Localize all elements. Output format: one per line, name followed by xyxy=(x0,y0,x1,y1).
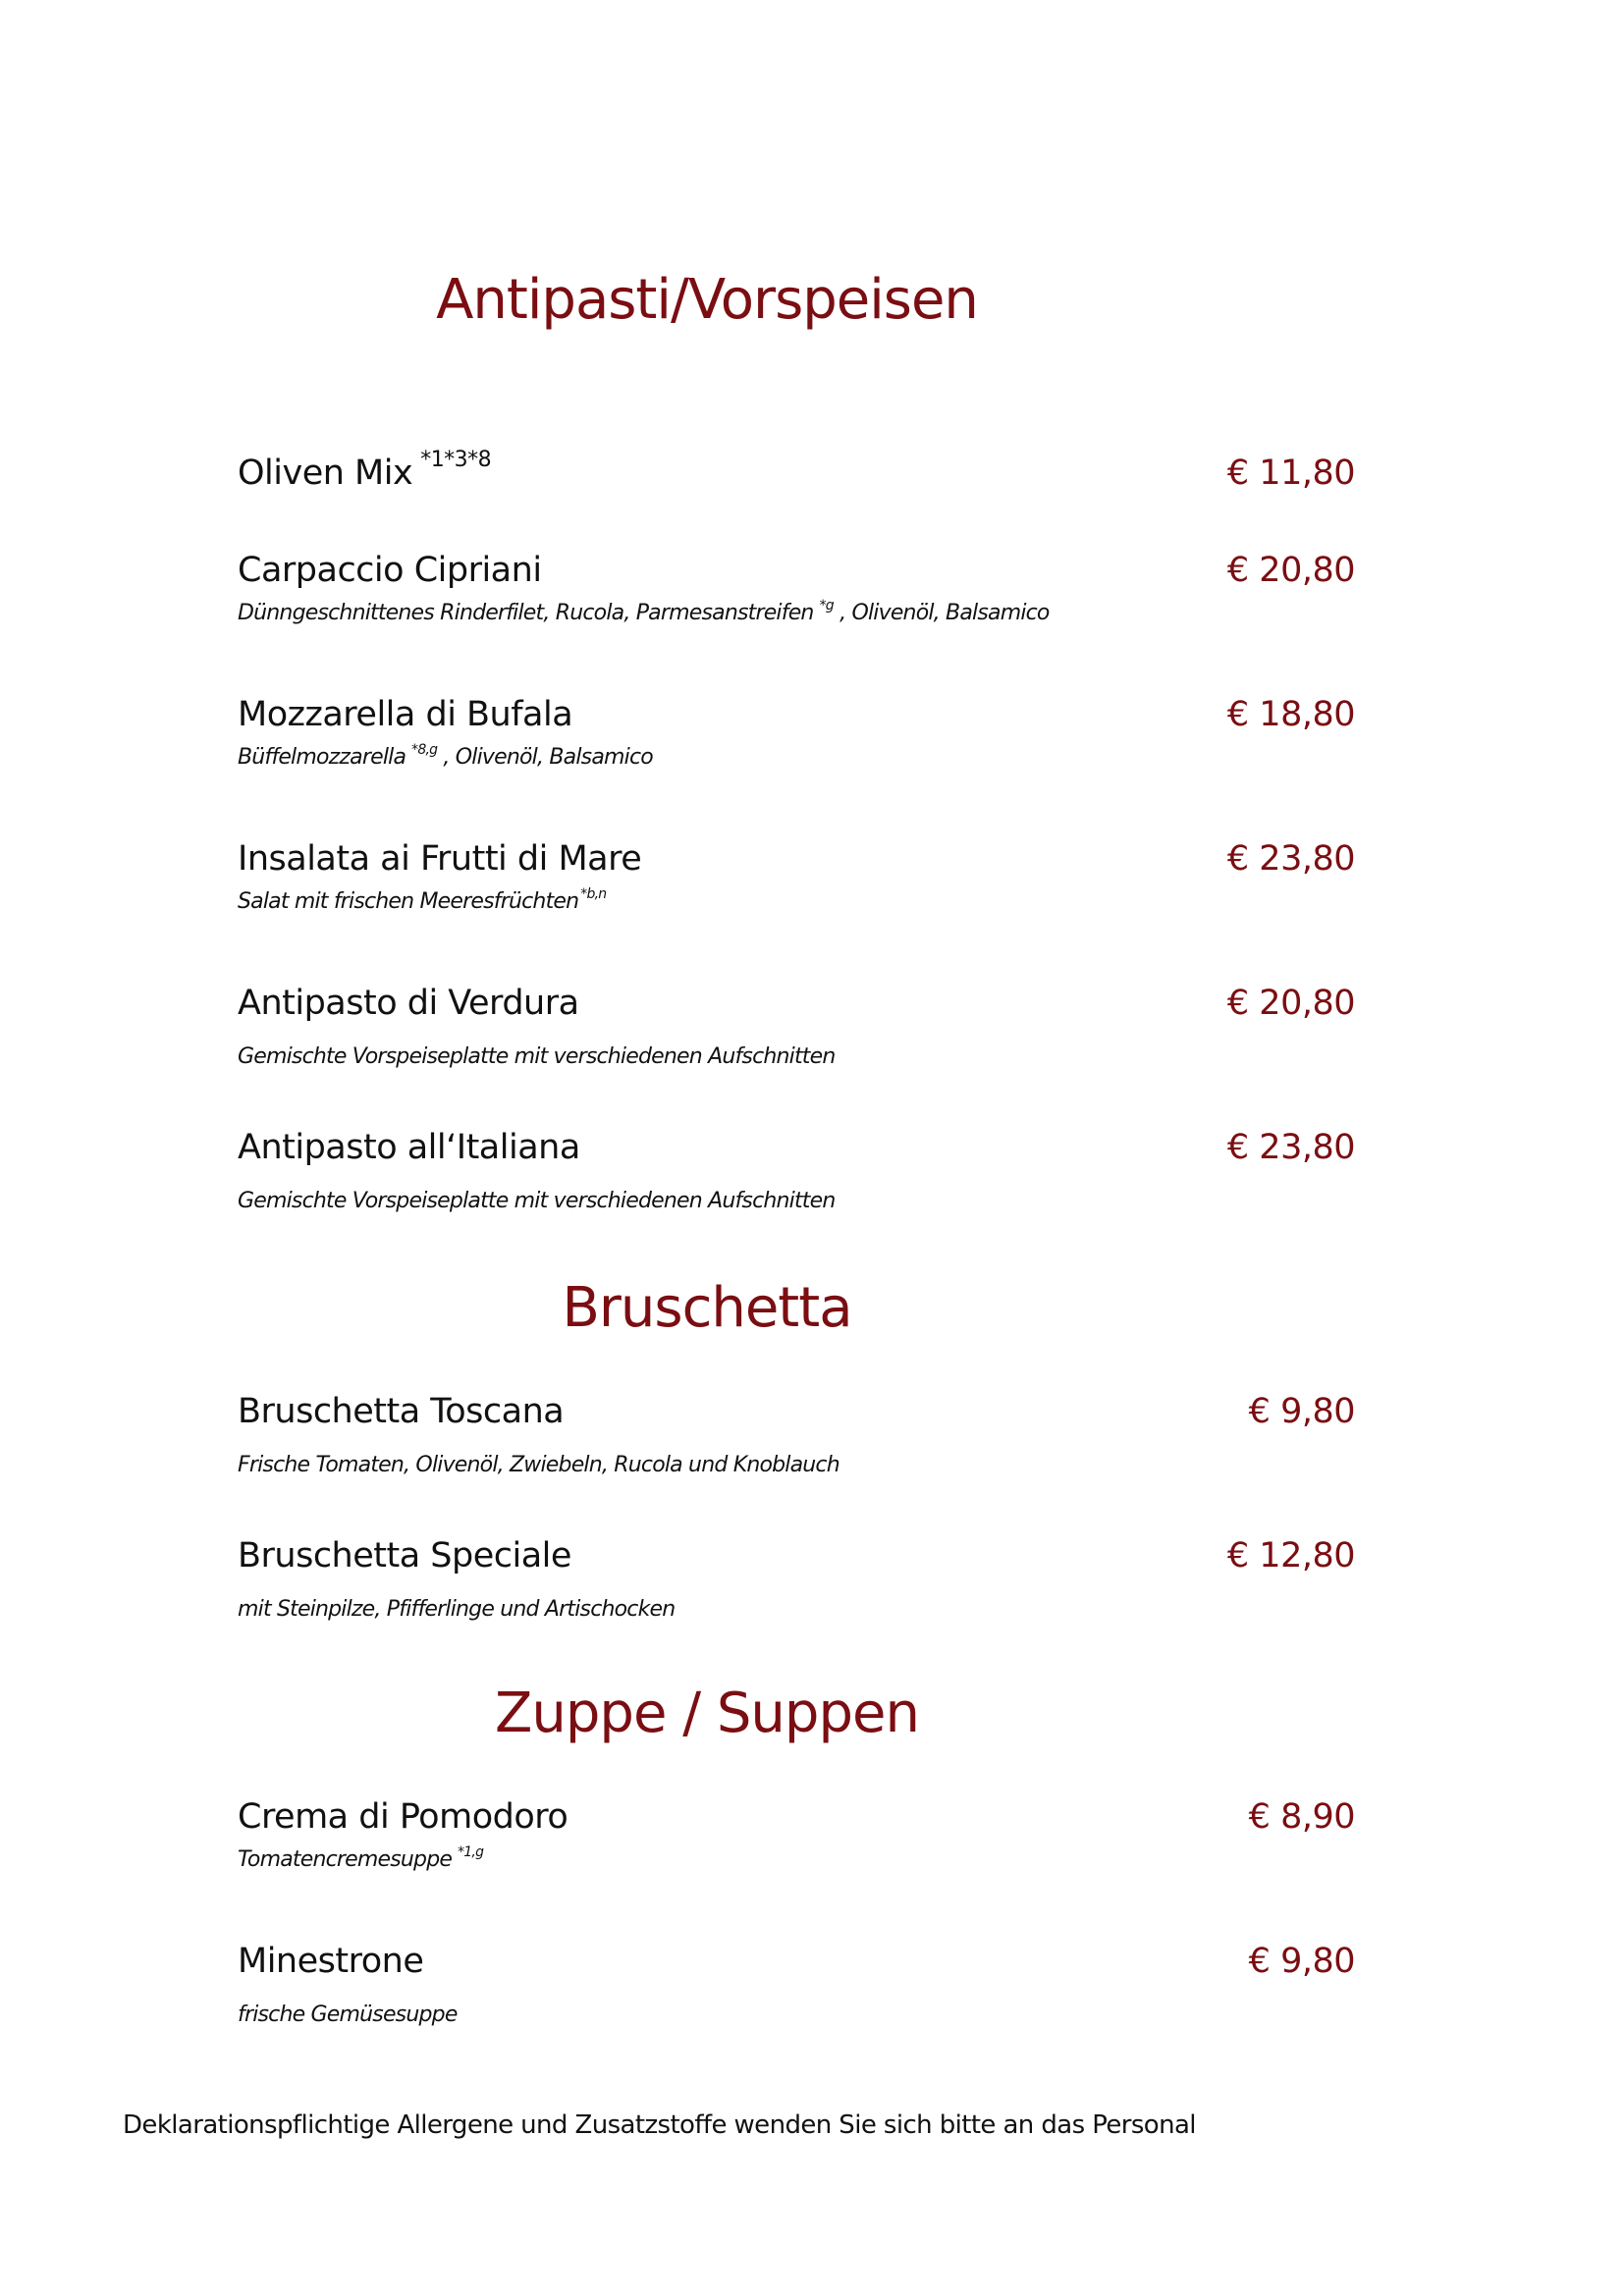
allergen-note: *g xyxy=(819,598,834,614)
item-description: Büffelmozzarella $^{*8,g}$ , Olivenöl, Balsamico xyxy=(238,742,653,770)
section-title-zuppe: Zuppe / Suppen xyxy=(495,1682,919,1745)
item-description: Salat mit frischen Meeresfrüchten $^{*b,n}$ xyxy=(238,886,607,914)
item-description: frische Gemüsesuppe xyxy=(238,2002,458,2027)
item-description: mit Steinpilze, Pfifferlinge und Artischocken xyxy=(238,1597,676,1622)
item-name: Crema di Pomodoro xyxy=(238,1797,568,1837)
item-description: Dünngeschnittenes Rinderfilet, Rucola, Parmesanstreifen $^{*g}$ , Olivenöl, Balsamico xyxy=(238,598,1050,625)
item-name: Bruschetta Speciale xyxy=(238,1536,571,1575)
item-name: Antipasto di Verdura xyxy=(238,984,579,1023)
allergen-note: *1*3*8 xyxy=(420,448,492,472)
item-name: Mozzarella di Bufala xyxy=(238,695,573,734)
item-price: € 23,80 xyxy=(1226,839,1355,879)
item-description: Frische Tomaten, Olivenöl, Zwiebeln, Rucola und Knoblauch xyxy=(238,1453,839,1477)
item-price: € 8,90 xyxy=(1248,1797,1355,1837)
item-name: Carpaccio Cipriani xyxy=(238,551,542,590)
item-name: Insalata ai Frutti di Mare xyxy=(238,839,642,879)
allergen-note: *1,g xyxy=(458,1844,484,1860)
allergen-footer-note: Deklarationspflichtige Allergene und Zusatzstoffe wenden Sie sich bitte an das Personal xyxy=(123,2110,1196,2140)
section-title-bruschetta: Bruschetta xyxy=(562,1276,852,1340)
item-price: € 9,80 xyxy=(1248,1942,1355,1981)
item-price: € 20,80 xyxy=(1226,984,1355,1023)
item-description: Gemischte Vorspeiseplatte mit verschiedenen Aufschnitten xyxy=(238,1044,836,1069)
item-name: Antipasto all‘Italiana xyxy=(238,1128,580,1167)
item-price: € 18,80 xyxy=(1226,695,1355,734)
section-title-antipasti: Antipasti/Vorspeisen xyxy=(436,268,978,332)
item-name: Minestrone xyxy=(238,1942,424,1981)
item-description: Gemischte Vorspeiseplatte mit verschiedenen Aufschnitten xyxy=(238,1189,836,1213)
allergen-note: *8,g xyxy=(411,742,438,758)
allergen-note: *b,n xyxy=(580,886,607,902)
item-price: € 23,80 xyxy=(1226,1128,1355,1167)
item-name: Bruschetta Toscana xyxy=(238,1392,565,1431)
item-name: Oliven Mix $^{*1*3*8}$ xyxy=(238,448,492,493)
item-price: € 9,80 xyxy=(1248,1392,1355,1431)
item-price: € 20,80 xyxy=(1226,551,1355,590)
item-description: Tomatencremesuppe $^{*1,g}$ xyxy=(238,1844,484,1872)
item-price: € 11,80 xyxy=(1226,454,1355,493)
item-price: € 12,80 xyxy=(1226,1536,1355,1575)
